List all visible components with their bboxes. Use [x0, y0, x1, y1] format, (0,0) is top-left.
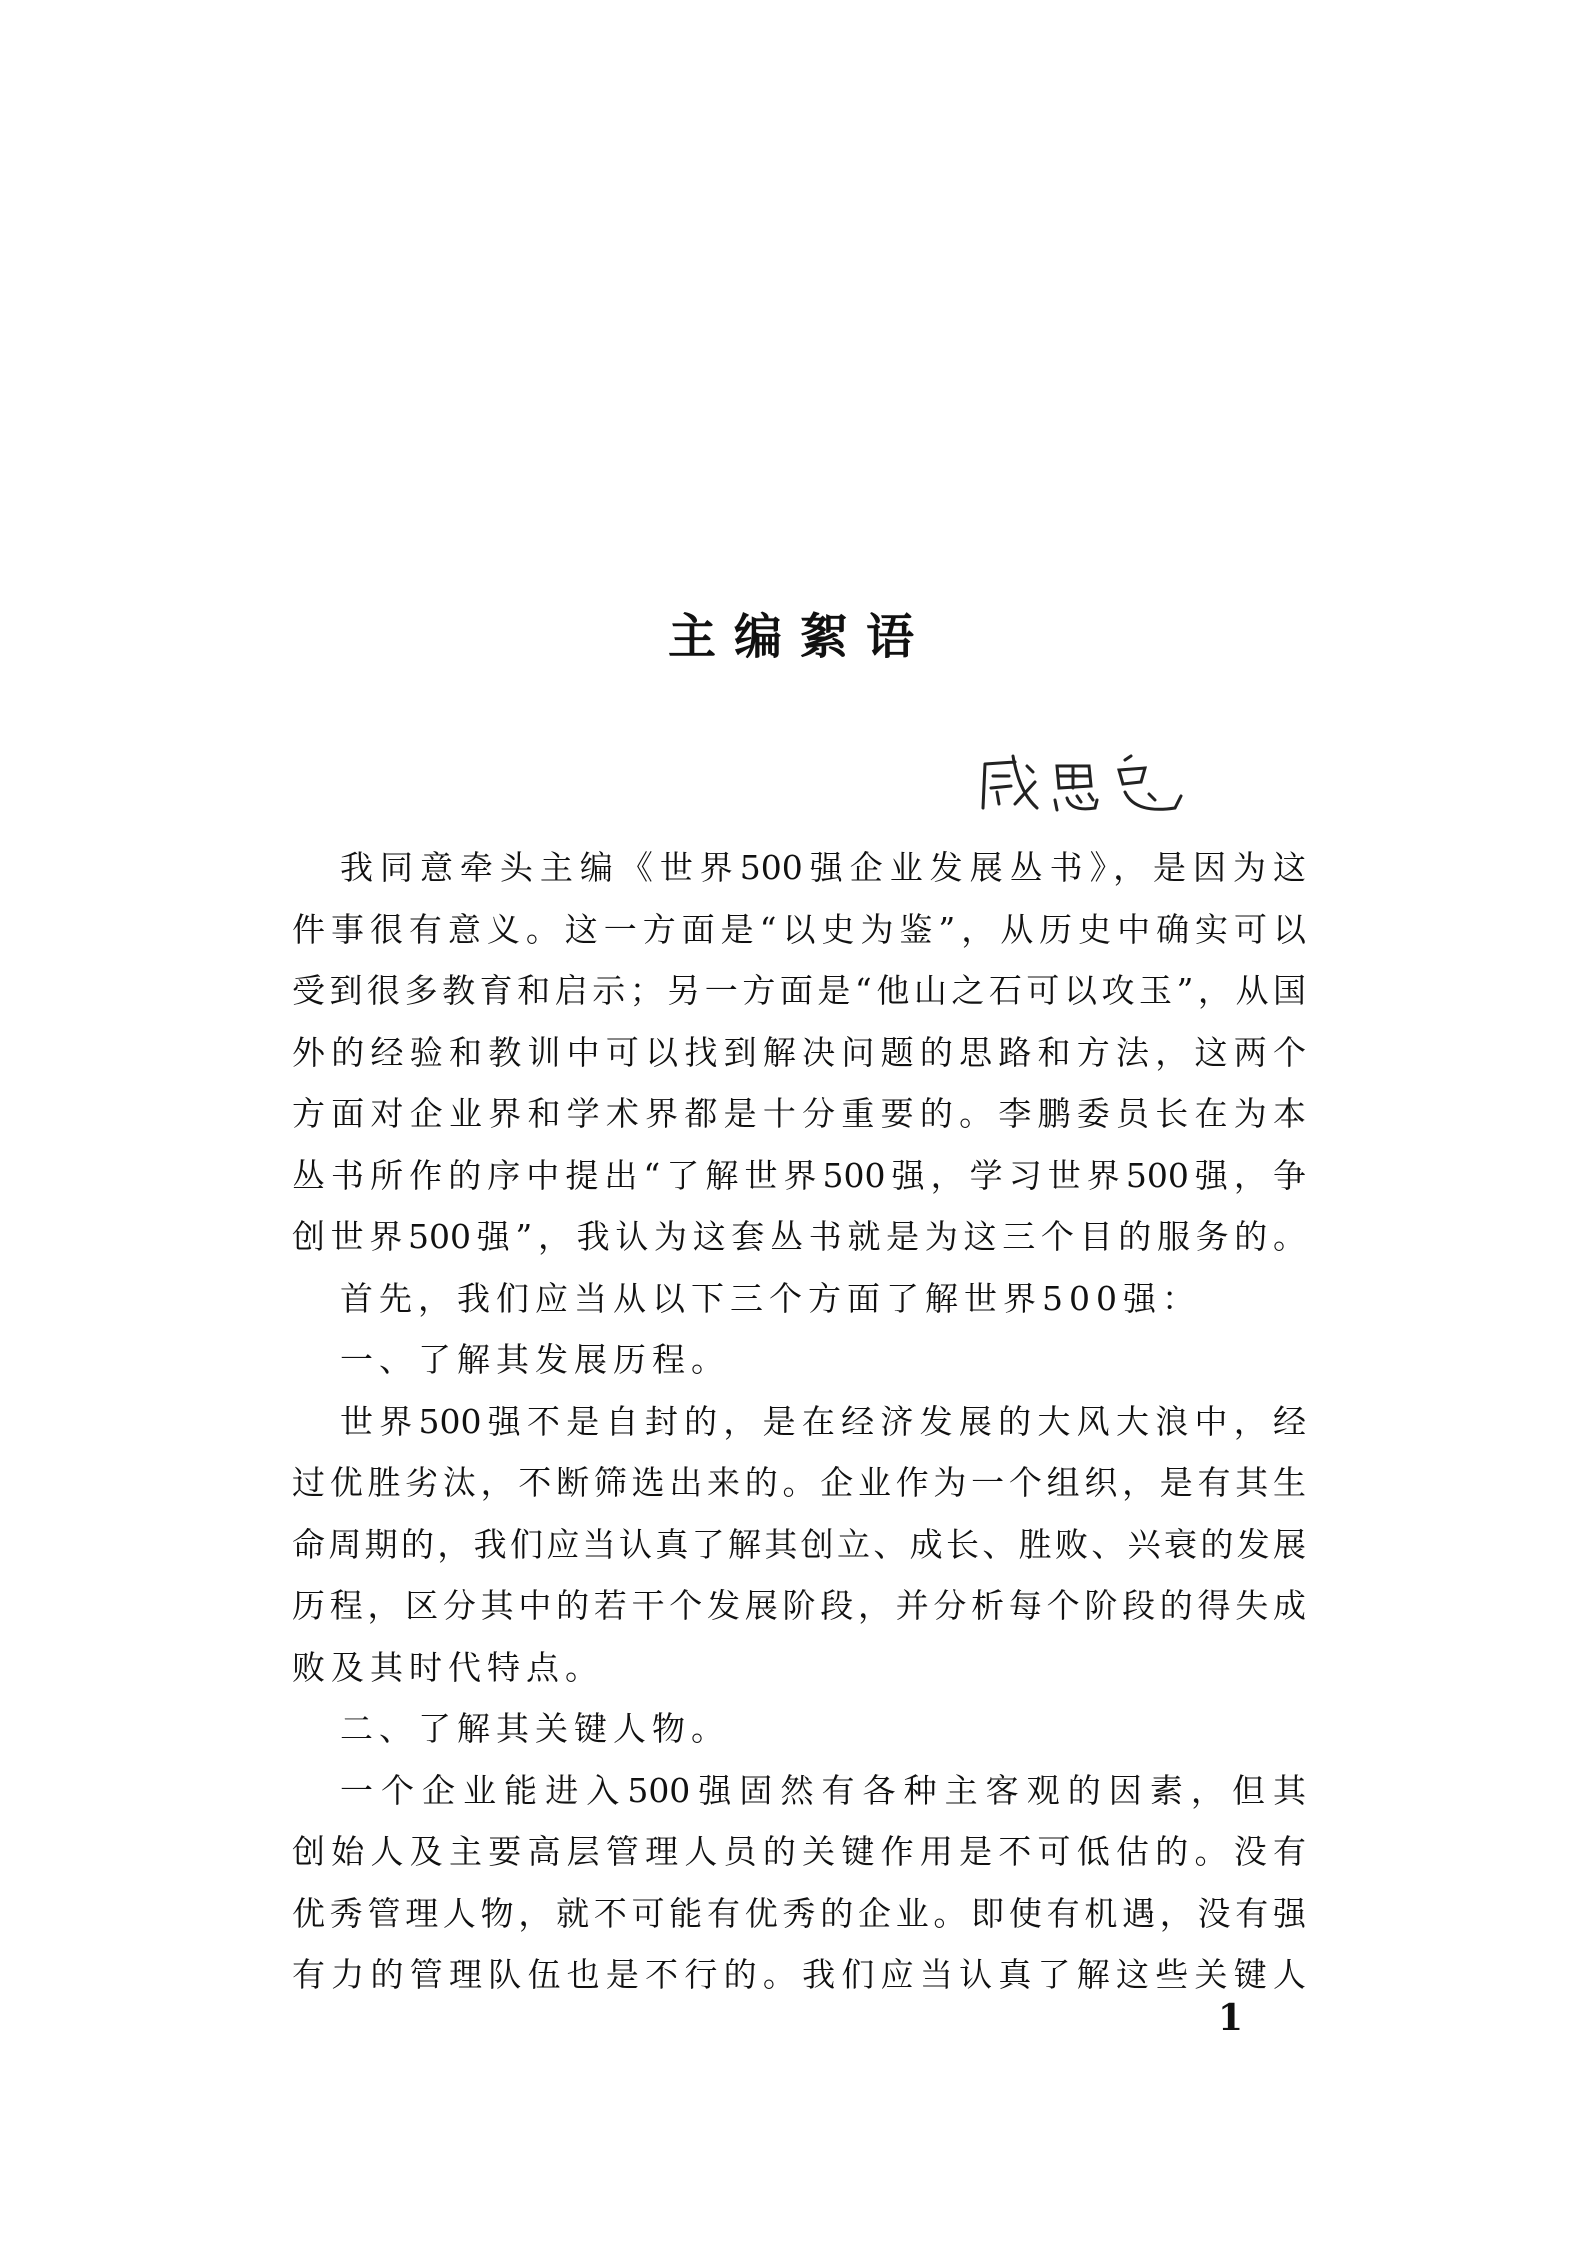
- handwritten-signature: [975, 752, 1205, 816]
- text-line: 丛书所作的序中提出“了解世界500强，学习世界500强，争: [292, 1155, 1306, 1195]
- text-line: 外的经验和教训中可以找到解决问题的思路和方法，这两个: [292, 1032, 1306, 1072]
- text-line: 一、了解其发展历程。: [340, 1340, 730, 1379]
- text-line: 败及其时代特点。: [292, 1647, 604, 1687]
- text-line: 我同意牵头主编《世界500强企业发展丛书》，是因为这: [340, 848, 1306, 887]
- text-line: 历程，区分其中的若干个发展阶段，并分析每个阶段的得失成: [292, 1586, 1306, 1625]
- text-line: 二、了解其关键人物。: [340, 1709, 730, 1748]
- text-line: 过优胜劣汰，不断筛选出来的。企业作为一个组织，是有其生: [292, 1463, 1306, 1502]
- text-line: 世界500强不是自封的，是在经济发展的大风大浪中，经: [340, 1401, 1306, 1441]
- page-title: 主编絮语: [667, 609, 932, 665]
- page-number: 1: [1218, 1997, 1244, 2039]
- text-line: 命周期的，我们应当认真了解其创立、成长、胜败、兴衰的发展: [292, 1524, 1306, 1564]
- text-line: 一个企业能进入500强固然有各种主客观的因素，但其: [340, 1770, 1306, 1810]
- text-line: 受到很多教育和启示；另一方面是“他山之石可以攻玉”，从国: [292, 971, 1306, 1010]
- text-line: 创世界500强”，我认为这套丛书就是为这三个目的服务的。: [292, 1217, 1306, 1256]
- text-line: 优秀管理人物，就不可能有优秀的企业。即使有机遇，没有强: [292, 1893, 1306, 1933]
- text-line: 首先，我们应当从以下三个方面了解世界500强：: [340, 1278, 1201, 1318]
- text-line: 件事很有意义。这一方面是“以史为鉴”，从历史中确实可以: [292, 909, 1306, 949]
- text-line: 方面对企业界和学术界都是十分重要的。李鹏委员长在为本: [292, 1094, 1306, 1133]
- text-line: 有力的管理队伍也是不行的。我们应当认真了解这些关键人: [292, 1955, 1306, 1994]
- text-line: 创始人及主要高层管理人员的关键作用是不可低估的。没有: [292, 1832, 1306, 1871]
